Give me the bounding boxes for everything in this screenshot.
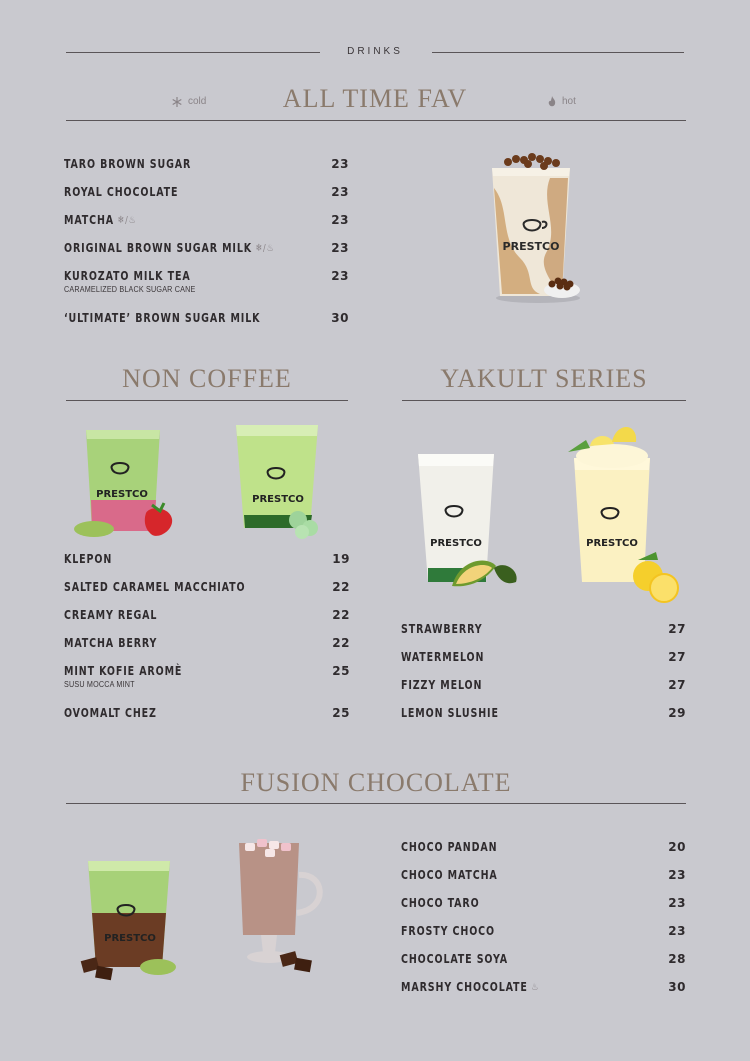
item-name: MARSHY CHOCOLATE (401, 980, 528, 994)
item-price: 23 (331, 269, 349, 283)
menu-item (401, 952, 686, 980)
item-name: CHOCO TARO (401, 896, 480, 910)
fizzy-melon-cup-image (410, 448, 525, 593)
item-name: STRAWBERRY (401, 622, 483, 636)
item-name-with-icons (64, 213, 137, 227)
menu-item (64, 157, 349, 185)
menu-item (401, 896, 686, 924)
menu-item (64, 664, 350, 706)
item-name: FIZZY MELON (401, 678, 483, 692)
cold-hot-icons: ❄/♨ (255, 242, 275, 254)
flame-icon (548, 96, 556, 107)
menu-item (64, 580, 350, 608)
item-price: 28 (668, 952, 686, 966)
choco-matcha-cup-image (78, 855, 183, 985)
menu-item (401, 650, 686, 678)
yakult-series-rule (402, 400, 686, 401)
header-rule-right (432, 52, 684, 53)
snowflake-icon (172, 97, 182, 107)
item-name: FROSTY CHOCO (401, 924, 495, 938)
item-name: SALTED CARAMEL MACCHIATO (64, 580, 246, 594)
section-title-yakult-series: YAKULT SERIES (440, 364, 648, 393)
menu-item (64, 311, 349, 339)
item-name: WATERMELON (401, 650, 485, 664)
item-name: OVOMALT CHEZ (64, 706, 157, 720)
section-title-non-coffee: NON COFFEE (122, 364, 292, 393)
cup-brand-text: PRESTCO (96, 489, 148, 500)
item-price: 30 (668, 980, 686, 994)
lemon-slushie-cup-image (560, 416, 685, 606)
item-name: ROYAL CHOCOLATE (64, 185, 179, 199)
hot-icon: ♨ (531, 981, 540, 993)
item-name: LEMON SLUSHIE (401, 706, 499, 720)
item-price: 23 (668, 868, 686, 882)
legend-hot (548, 96, 576, 107)
menu-item (401, 868, 686, 896)
non-coffee-list (64, 552, 350, 734)
item-price: 23 (331, 185, 349, 199)
all-time-fav-rule (66, 120, 686, 121)
klepon-cup-image (228, 420, 328, 545)
item-name: TARO BROWN SUGAR (64, 157, 192, 171)
menu-item (401, 980, 686, 1008)
item-name: MINT KOFIE AROMÈ (64, 664, 183, 678)
item-price: 22 (332, 580, 350, 594)
item-name-with-icons (64, 241, 275, 255)
cold-hot-icons: ❄/♨ (117, 214, 137, 226)
item-price: 30 (331, 311, 349, 325)
legend-cold (172, 96, 206, 107)
item-price: 29 (668, 706, 686, 720)
menu-item (64, 706, 350, 734)
item-price: 22 (332, 608, 350, 622)
menu-item (64, 185, 349, 213)
all-time-fav-list (64, 157, 349, 339)
item-price: 22 (332, 636, 350, 650)
cup-brand-text: PRESTCO (104, 933, 156, 944)
item-name: MATCHA BERRY (64, 636, 158, 650)
menu-item (64, 269, 349, 311)
item-price: 23 (331, 213, 349, 227)
item-name: KUROZATO MILK TEA (64, 269, 191, 283)
item-name: CHOCO PANDAN (401, 840, 498, 854)
item-price: 23 (668, 924, 686, 938)
menu-item (64, 608, 350, 636)
item-name: CREAMY REGAL (64, 608, 158, 622)
item-name: ORIGINAL BROWN SUGAR MILK (64, 241, 253, 255)
section-title-all-time-fav: ALL TIME FAV (282, 84, 468, 113)
item-name-with-icons (401, 980, 539, 994)
item-price: 23 (331, 241, 349, 255)
item-name: CHOCO MATCHA (401, 868, 498, 882)
item-description: CARAMELIZED BLACK SUGAR CANE (64, 285, 196, 294)
item-price: 27 (668, 650, 686, 664)
item-price: 23 (331, 157, 349, 171)
legend-hot-label: hot (562, 96, 576, 107)
menu-item (401, 622, 686, 650)
fusion-chocolate-rule (66, 803, 686, 804)
item-description: SUSU MOCCA MINT (64, 680, 135, 689)
yakult-series-list (401, 622, 686, 734)
menu-item (401, 706, 686, 734)
item-price: 25 (332, 706, 350, 720)
item-price: 27 (668, 678, 686, 692)
menu-item (64, 552, 350, 580)
menu-item (64, 213, 349, 241)
item-name: CHOCOLATE SOYA (401, 952, 508, 966)
item-price: 25 (332, 664, 350, 678)
non-coffee-rule (66, 400, 348, 401)
header-label: DRINKS (347, 46, 403, 57)
menu-item (401, 678, 686, 706)
cup-brand-text: PRESTCO (252, 494, 304, 505)
section-title-fusion-chocolate: FUSION CHOCOLATE (240, 768, 512, 797)
matcha-berry-cup-image (72, 425, 187, 545)
item-name: ‘ULTIMATE’ BROWN SUGAR MILK (64, 311, 261, 325)
item-price: 20 (668, 840, 686, 854)
cup-brand-text: PRESTCO (586, 538, 638, 549)
fusion-chocolate-list (401, 840, 686, 1008)
menu-item (401, 840, 686, 868)
cup-brand-text: PRESTCO (502, 240, 560, 253)
menu-item (64, 636, 350, 664)
item-price: 27 (668, 622, 686, 636)
item-price: 23 (668, 896, 686, 910)
cup-brand-text: PRESTCO (430, 538, 482, 549)
menu-item (64, 241, 349, 269)
item-name: KLEPON (64, 552, 113, 566)
item-name: MATCHA (64, 213, 115, 227)
item-price: 19 (332, 552, 350, 566)
menu-item (401, 924, 686, 952)
legend-cold-label: cold (188, 96, 207, 107)
brown-sugar-boba-cup-image (480, 148, 590, 308)
marshy-chocolate-mug-image (225, 835, 335, 985)
